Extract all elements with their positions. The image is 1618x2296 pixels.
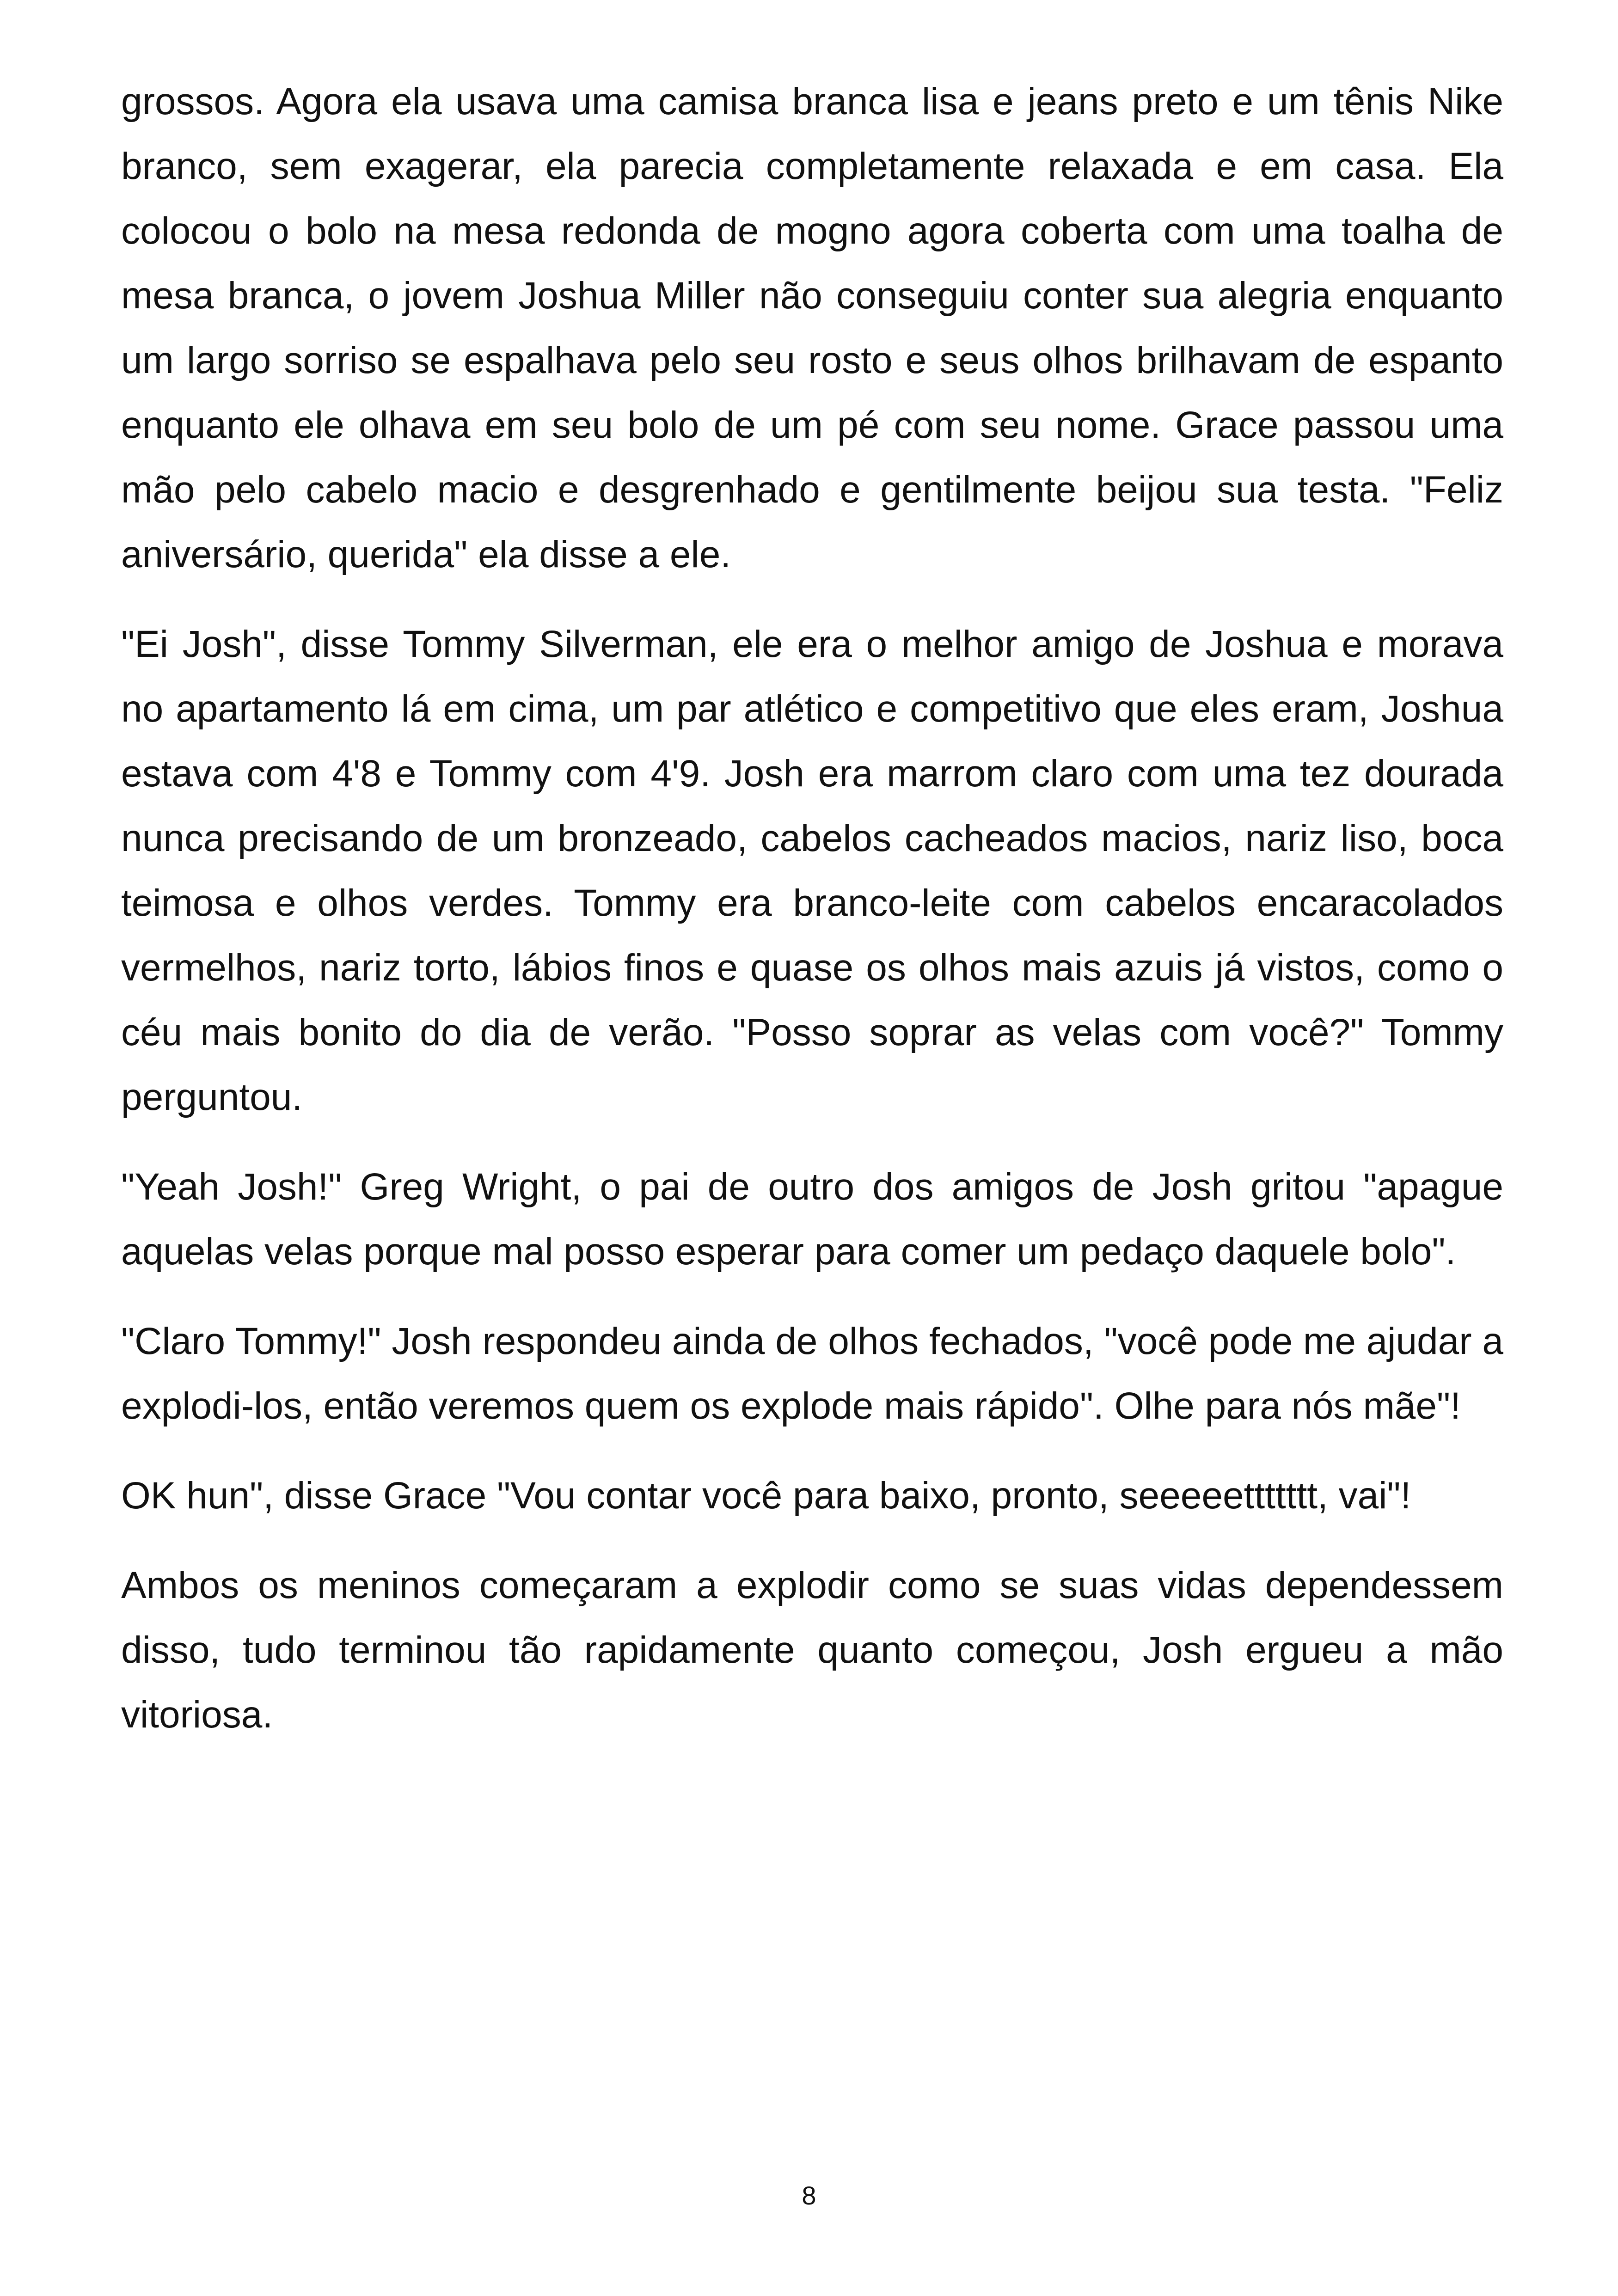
body-text: [121, 69, 1503, 1772]
paragraph-4: "Claro Tommy!" Josh respondeu ainda de olhos fechados, "você pode me ajudar a explodi-los, então veremos quem os explode mais rápido". Olhe para nós mãe"!: [121, 1320, 1503, 1427]
paragraph-2: "Ei Josh", disse Tommy Silverman, ele era o melhor amigo de Joshua e morava no apartamento lá em cima, um par atlético e competitivo que eles eram, Joshua estava com 4'8 e Tommy com 4'9. Josh era marrom claro com uma tez dourada nunca precisando de um bronzeado, cabelos cacheados macios, nariz liso, boca teimosa e olhos verdes. Tommy era branco-leite com cabelos encaracolados vermelhos, nariz torto, lábios finos e quase os olhos mais azuis já vistos, como o céu mais bonito do dia de verão. "Posso soprar as velas com você?" Tommy perguntou.: [121, 623, 1503, 1118]
paragraph-1: grossos. Agora ela usava uma camisa branca lisa e jeans preto e um tênis Nike branco, sem exagerar, ela parecia completamente relaxada e em casa. Ela colocou o bolo na mesa redonda de mogno agora coberta com uma toalha de mesa branca, o jovem Joshua Miller não conseguiu conter sua alegria enquanto um largo sorriso se espalhava pelo seu rosto e seus olhos brilhavam de espanto enquanto ele olhava em seu bolo de um pé com seu nome. Grace passou uma mão pelo cabelo macio e desgrenhado e gentilmente beijou sua testa. "Feliz aniversário, querida" ela disse a ele.: [121, 80, 1503, 576]
paragraph-3: "Yeah Josh!" Greg Wright, o pai de outro dos amigos de Josh gritou "apague aquelas velas porque mal posso esperar para comer um pedaço daquele bolo".: [121, 1166, 1503, 1273]
page-number: 8: [802, 2181, 816, 2210]
paragraph-5: OK hun", disse Grace "Vou contar você para baixo, pronto, seeeeettttttt, vai"!: [121, 1475, 1411, 1517]
paragraph-6: Ambos os meninos começaram a explodir como se suas vidas dependessem disso, tudo terminou tão rapidamente quanto começou, Josh ergueu a mão vitoriosa.: [121, 1564, 1503, 1736]
